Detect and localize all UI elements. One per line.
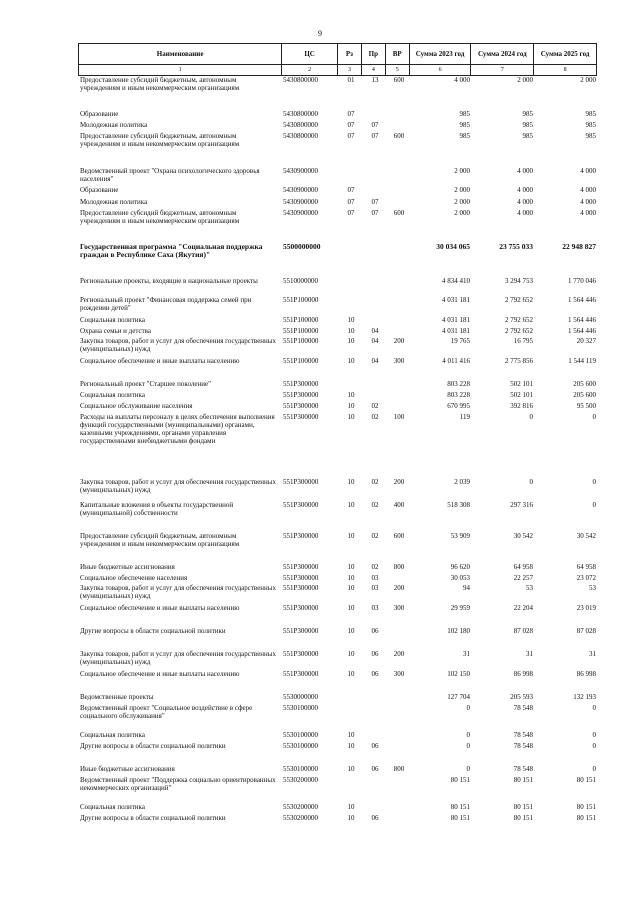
cell-y2025: 2 000 — [580, 76, 596, 84]
cell-y2025: 20 327 — [576, 337, 596, 345]
cell-name: Закупка товаров, работ и услуг для обеспечения государственных (муниципальных) нужд — [80, 584, 277, 600]
cell-vr: 300 — [393, 357, 405, 365]
cell-cs: 551P100000 — [283, 296, 319, 304]
cell-y2024: 985 — [522, 132, 533, 140]
cell-y2024: 297 316 — [510, 501, 533, 509]
cell-y2023: 0 — [466, 704, 470, 712]
cell-y2023: 4 031 181 — [442, 316, 470, 324]
cell-cs: 5530100000 — [283, 742, 318, 750]
cell-y2024: 22 204 — [513, 604, 533, 612]
cell-y2024: 78 548 — [513, 731, 533, 739]
cell-cs: 551P300000 — [283, 670, 319, 678]
cell-y2025: 0 — [592, 765, 596, 773]
cell-rz: 10 — [347, 532, 355, 540]
cell-y2023: 803 228 — [447, 391, 470, 399]
cell-y2024: 2 775 856 — [505, 357, 533, 365]
cell-pr: 03 — [371, 574, 379, 582]
cell-cs: 5500000000 — [283, 242, 321, 251]
cell-y2023: 985 — [459, 121, 470, 129]
cell-y2025: 0 — [592, 501, 596, 509]
cell-y2024: 3 294 753 — [505, 277, 533, 285]
cell-y2023: 2 000 — [454, 167, 470, 175]
cell-cs: 5430900000 — [283, 167, 318, 175]
cell-cs: 551P100000 — [283, 316, 319, 324]
cell-cs: 551P100000 — [283, 327, 319, 335]
cell-rz: 10 — [347, 563, 355, 571]
cell-rz: 10 — [347, 391, 355, 399]
cell-y2024: 64 958 — [513, 563, 533, 571]
cell-y2023: 0 — [466, 742, 470, 750]
cell-vr: 800 — [393, 563, 405, 571]
cell-name: Социальная политика — [80, 316, 145, 324]
cell-rz: 10 — [347, 574, 355, 582]
cell-vr: 600 — [393, 76, 405, 84]
cell-rz: 10 — [347, 742, 355, 750]
cell-rz: 07 — [347, 209, 355, 217]
cell-name: Закупка товаров, работ и услуг для обеспечения государственных (муниципальных) нужд — [80, 337, 277, 353]
cell-vr: 300 — [393, 670, 405, 678]
cell-y2024: 4 000 — [517, 198, 533, 206]
cell-cs: 5430800000 — [283, 110, 318, 118]
cell-rz: 10 — [347, 604, 355, 612]
cell-y2025: 22 948 827 — [562, 242, 596, 251]
cell-y2025: 4 000 — [580, 209, 596, 217]
cell-name: Социальное обеспечение и иные выплаты населению — [80, 357, 240, 365]
cell-y2023: 102 180 — [447, 627, 470, 635]
cell-y2023: 0 — [466, 731, 470, 739]
cell-y2024: 80 151 — [513, 803, 533, 811]
cell-name: Предоставление субсидий бюджетным, автономным учреждениям и иным некоммерческим организациям — [80, 76, 240, 92]
cell-y2025: 80 151 — [576, 776, 596, 784]
cell-name: Молодежная политика — [80, 198, 148, 206]
cell-pr: 04 — [371, 357, 379, 365]
cell-cs: 5530200000 — [283, 776, 318, 784]
cell-y2025: 31 — [589, 650, 596, 658]
cell-y2024: 0 — [529, 478, 533, 486]
cell-cs: 551P300000 — [283, 413, 319, 421]
column-number: 3 — [338, 65, 362, 75]
cell-rz: 10 — [347, 402, 355, 410]
cell-vr: 200 — [393, 478, 405, 486]
cell-y2023: 30 053 — [450, 574, 470, 582]
cell-y2024: 205 593 — [510, 693, 533, 701]
cell-y2025: 205 600 — [573, 391, 596, 399]
cell-y2023: 30 034 065 — [436, 242, 470, 251]
cell-rz: 10 — [347, 803, 355, 811]
cell-rz: 10 — [347, 413, 355, 421]
cell-y2024: 30 542 — [513, 532, 533, 540]
cell-rz: 10 — [347, 627, 355, 635]
cell-y2025: 4 000 — [580, 167, 596, 175]
cell-y2023: 53 909 — [450, 532, 470, 540]
cell-cs: 551P300000 — [283, 402, 319, 410]
cell-name: Ведомственный проект "Поддержка социально ориентированных некоммерческих организаций" — [80, 776, 276, 792]
cell-y2025: 23 072 — [576, 574, 596, 582]
cell-name: Другие вопросы в области социальной политики — [80, 627, 226, 635]
cell-y2024: 86 998 — [513, 670, 533, 678]
cell-vr: 300 — [393, 604, 405, 612]
cell-y2025: 87 028 — [576, 627, 596, 635]
column-number: 5 — [386, 65, 410, 75]
cell-y2025: 132 193 — [573, 693, 596, 701]
header-2024: Сумма 2024 год — [471, 44, 534, 64]
cell-y2023: 2 000 — [454, 209, 470, 217]
cell-y2024: 985 — [522, 121, 533, 129]
cell-vr: 200 — [393, 584, 405, 592]
cell-y2024: 22 257 — [513, 574, 533, 582]
cell-y2024: 985 — [522, 110, 533, 118]
cell-y2025: 64 958 — [576, 563, 596, 571]
cell-y2025: 1 564 446 — [568, 316, 596, 324]
cell-y2023: 31 — [463, 650, 470, 658]
cell-name: Социальное обслуживание населения — [80, 402, 193, 410]
cell-pr: 06 — [371, 627, 379, 635]
column-numbers — [78, 65, 597, 76]
cell-pr: 07 — [371, 132, 379, 140]
cell-name: Социальное обеспечение и иные выплаты населению — [80, 670, 240, 678]
header-pr: Пр — [362, 44, 386, 64]
table-header — [78, 43, 597, 65]
cell-cs: 551P300000 — [283, 563, 319, 571]
cell-rz: 10 — [347, 501, 355, 509]
cell-name: Региональный проект "Старшее поколение" — [80, 380, 211, 388]
cell-pr: 06 — [371, 742, 379, 750]
cell-y2025: 1 544 119 — [568, 357, 596, 365]
cell-pr: 03 — [371, 584, 379, 592]
cell-cs: 5530100000 — [283, 704, 318, 712]
page-number: 9 — [318, 29, 322, 38]
cell-name: Молодежная политика — [80, 121, 148, 129]
cell-y2023: 80 151 — [450, 776, 470, 784]
cell-cs: 551P300000 — [283, 380, 319, 388]
cell-rz: 10 — [347, 731, 355, 739]
cell-name: Социальное обеспечение и иные выплаты населению — [80, 604, 240, 612]
cell-y2023: 2 039 — [454, 478, 470, 486]
cell-name: Образование — [80, 110, 119, 118]
cell-y2024: 2 000 — [517, 76, 533, 84]
cell-vr: 600 — [393, 132, 405, 140]
cell-pr: 02 — [371, 478, 379, 486]
cell-y2024: 2 792 652 — [505, 327, 533, 335]
cell-y2025: 0 — [592, 413, 596, 421]
cell-vr: 600 — [393, 532, 405, 540]
cell-y2023: 985 — [459, 132, 470, 140]
cell-cs: 5510000000 — [283, 277, 318, 285]
cell-name: Охрана семьи и детства — [80, 327, 151, 335]
cell-y2023: 119 — [459, 413, 470, 421]
cell-y2025: 0 — [592, 731, 596, 739]
cell-y2023: 94 — [463, 584, 470, 592]
cell-cs: 551P300000 — [283, 391, 319, 399]
cell-name: Капитальные вложения в объекты государственной (муниципальной) собственности — [80, 501, 234, 517]
cell-cs: 551P300000 — [283, 584, 319, 592]
cell-rz: 10 — [347, 765, 355, 773]
cell-vr: 100 — [393, 413, 405, 421]
cell-y2024: 80 151 — [513, 776, 533, 784]
cell-name: Социальная политика — [80, 731, 145, 739]
cell-y2024: 78 548 — [513, 765, 533, 773]
cell-rz: 01 — [347, 76, 355, 84]
column-number: 7 — [471, 65, 534, 75]
cell-name: Ведомственные проекты — [80, 693, 154, 701]
cell-y2025: 80 151 — [576, 803, 596, 811]
cell-cs: 5430900000 — [283, 198, 318, 206]
cell-rz: 07 — [347, 121, 355, 129]
cell-rz: 07 — [347, 186, 355, 194]
cell-y2023: 80 151 — [450, 803, 470, 811]
cell-y2023: 127 704 — [447, 693, 470, 701]
cell-y2025: 95 500 — [576, 402, 596, 410]
cell-y2025: 1 770 046 — [568, 277, 596, 285]
cell-y2023: 19 765 — [450, 337, 470, 345]
cell-rz: 10 — [347, 357, 355, 365]
header-cs: ЦС — [282, 44, 338, 64]
cell-name: Закупка товаров, работ и услуг для обеспечения государственных (муниципальных) нужд — [80, 650, 277, 666]
cell-vr: 200 — [393, 650, 405, 658]
cell-name: Региональные проекты, входящие в национальные проекты — [80, 277, 258, 285]
cell-cs: 5430800000 — [283, 76, 318, 84]
cell-name: Расходы на выплаты персоналу в целях обеспечения выполнения функций государственными (муниципальными) органами, казенными учреждениями, органами управления государственными внебюджетными фондами — [80, 413, 275, 445]
cell-y2025: 86 998 — [576, 670, 596, 678]
cell-pr: 07 — [371, 198, 379, 206]
cell-y2025: 985 — [585, 110, 596, 118]
cell-cs: 551P300000 — [283, 627, 319, 635]
cell-y2023: 2 000 — [454, 186, 470, 194]
cell-y2025: 4 000 — [580, 186, 596, 194]
header-name: Наименование — [79, 44, 282, 64]
cell-rz: 10 — [347, 650, 355, 658]
cell-y2023: 518 308 — [447, 501, 470, 509]
cell-y2025: 0 — [592, 478, 596, 486]
budget-table — [78, 43, 597, 822]
cell-y2023: 4 031 181 — [442, 327, 470, 335]
cell-y2023: 80 151 — [450, 814, 470, 822]
cell-y2025: 4 000 — [580, 198, 596, 206]
cell-pr: 06 — [371, 670, 379, 678]
cell-cs: 551P300000 — [283, 574, 319, 582]
cell-y2023: 985 — [459, 110, 470, 118]
cell-cs: 5530100000 — [283, 731, 318, 739]
cell-y2024: 4 000 — [517, 186, 533, 194]
cell-y2024: 16 795 — [513, 337, 533, 345]
cell-rz: 07 — [347, 110, 355, 118]
cell-pr: 04 — [371, 337, 379, 345]
cell-y2023: 96 620 — [450, 563, 470, 571]
cell-y2024: 78 548 — [513, 704, 533, 712]
cell-cs: 5530200000 — [283, 814, 318, 822]
cell-y2025: 80 151 — [576, 814, 596, 822]
cell-y2023: 102 150 — [447, 670, 470, 678]
cell-y2024: 2 792 652 — [505, 316, 533, 324]
cell-y2025: 53 — [589, 584, 596, 592]
cell-cs: 5430900000 — [283, 186, 318, 194]
cell-y2025: 985 — [585, 132, 596, 140]
cell-y2024: 80 151 — [513, 814, 533, 822]
cell-cs: 551P300000 — [283, 650, 319, 658]
cell-y2023: 803 228 — [447, 380, 470, 388]
cell-y2025: 23 019 — [576, 604, 596, 612]
cell-rz: 07 — [347, 198, 355, 206]
cell-cs: 5530200000 — [283, 803, 318, 811]
cell-y2024: 78 548 — [513, 742, 533, 750]
cell-cs: 5430800000 — [283, 132, 318, 140]
cell-y2023: 4 011 416 — [442, 357, 470, 365]
cell-cs: 551P100000 — [283, 337, 319, 345]
cell-name: Предоставление субсидий бюджетным, автономным учреждениям и иным некоммерческим организациям — [80, 209, 240, 225]
cell-cs: 5530000000 — [283, 693, 318, 701]
cell-rz: 10 — [347, 316, 355, 324]
cell-rz: 10 — [347, 327, 355, 335]
cell-name: Образование — [80, 186, 119, 194]
cell-rz: 07 — [347, 132, 355, 140]
header-rz: Рз — [338, 44, 362, 64]
cell-cs: 551P300000 — [283, 501, 319, 509]
cell-y2024: 502 101 — [510, 380, 533, 388]
cell-cs: 551P300000 — [283, 478, 319, 486]
cell-cs: 551P300000 — [283, 604, 319, 612]
cell-y2023: 0 — [466, 765, 470, 773]
cell-pr: 02 — [371, 563, 379, 571]
header-vr: ВР — [386, 44, 410, 64]
cell-vr: 600 — [393, 209, 405, 217]
cell-y2023: 29 959 — [450, 604, 470, 612]
cell-cs: 5430800000 — [283, 121, 318, 129]
cell-y2023: 2 000 — [454, 198, 470, 206]
cell-vr: 800 — [393, 765, 405, 773]
cell-y2024: 53 — [526, 584, 533, 592]
cell-rz: 10 — [347, 814, 355, 822]
cell-y2024: 0 — [529, 413, 533, 421]
cell-rz: 10 — [347, 337, 355, 345]
column-number: 1 — [79, 65, 282, 75]
cell-y2024: 502 101 — [510, 391, 533, 399]
cell-pr: 02 — [371, 402, 379, 410]
cell-name: Закупка товаров, работ и услуг для обеспечения государственных (муниципальных) нужд — [80, 478, 277, 494]
cell-y2024: 392 816 — [510, 402, 533, 410]
cell-name: Другие вопросы в области социальной политики — [80, 742, 226, 750]
cell-vr: 200 — [393, 337, 405, 345]
cell-y2025: 205 600 — [573, 380, 596, 388]
cell-cs: 5530100000 — [283, 765, 318, 773]
cell-rz: 10 — [347, 670, 355, 678]
cell-cs: 5430900000 — [283, 209, 318, 217]
cell-y2025: 0 — [592, 704, 596, 712]
cell-y2023: 4 834 410 — [442, 277, 470, 285]
cell-pr: 06 — [371, 650, 379, 658]
cell-y2025: 1 564 446 — [568, 296, 596, 304]
column-number: 2 — [282, 65, 338, 75]
cell-name: Иные бюджетные ассигнования — [80, 563, 175, 571]
cell-cs: 551P100000 — [283, 357, 319, 365]
cell-name: Иные бюджетные ассигнования — [80, 765, 175, 773]
cell-y2024: 23 755 033 — [499, 242, 533, 251]
cell-y2024: 4 000 — [517, 167, 533, 175]
cell-pr: 04 — [371, 327, 379, 335]
cell-y2023: 4 031 181 — [442, 296, 470, 304]
cell-pr: 02 — [371, 501, 379, 509]
cell-y2025: 30 542 — [576, 532, 596, 540]
cell-y2025: 1 564 446 — [568, 327, 596, 335]
cell-name: Ведомственный проект "Охрана психологического здоровья населения" — [80, 167, 260, 183]
cell-y2024: 31 — [526, 650, 533, 658]
cell-name: Предоставление субсидий бюджетным, автономным учреждениям и иным некоммерческим организациям — [80, 132, 240, 148]
cell-y2025: 985 — [585, 121, 596, 129]
cell-name: Предоставление субсидий бюджетным, автономным учреждениям и иным некоммерческим организациям — [80, 532, 240, 548]
cell-y2023: 670 995 — [447, 402, 470, 410]
cell-pr: 02 — [371, 532, 379, 540]
cell-y2024: 4 000 — [517, 209, 533, 217]
cell-pr: 06 — [371, 814, 379, 822]
cell-name: Региональный проект "Финансовая поддержка семей при рождении детей" — [80, 296, 252, 312]
cell-pr: 06 — [371, 765, 379, 773]
cell-pr: 03 — [371, 604, 379, 612]
cell-name: Другие вопросы в области социальной политики — [80, 814, 226, 822]
cell-y2025: 0 — [592, 742, 596, 750]
column-number: 4 — [362, 65, 386, 75]
cell-vr: 400 — [393, 501, 405, 509]
cell-y2024: 87 028 — [513, 627, 533, 635]
cell-name: Социальное обеспечение населения — [80, 574, 188, 582]
cell-y2024: 2 792 652 — [505, 296, 533, 304]
cell-pr: 02 — [371, 413, 379, 421]
header-2023: Сумма 2023 год — [410, 44, 472, 64]
cell-pr: 07 — [371, 209, 379, 217]
cell-name: Ведомственный проект "Социальное воздействие в сфере социального обслуживания" — [80, 704, 253, 720]
column-number: 6 — [410, 65, 472, 75]
cell-cs: 551P300000 — [283, 532, 319, 540]
cell-pr: 07 — [371, 121, 379, 129]
cell-name: Социальная политика — [80, 391, 145, 399]
cell-name: Социальная политика — [80, 803, 145, 811]
column-number: 8 — [563, 67, 567, 73]
cell-rz: 10 — [347, 478, 355, 486]
cell-pr: 13 — [371, 76, 379, 84]
cell-name: Государственная программа "Социальная поддержка граждан в Республике Саха (Якутия)" — [80, 242, 263, 259]
cell-rz: 10 — [347, 584, 355, 592]
header-2025: Сумма 2025 год — [540, 50, 590, 58]
cell-y2023: 4 000 — [454, 76, 470, 84]
